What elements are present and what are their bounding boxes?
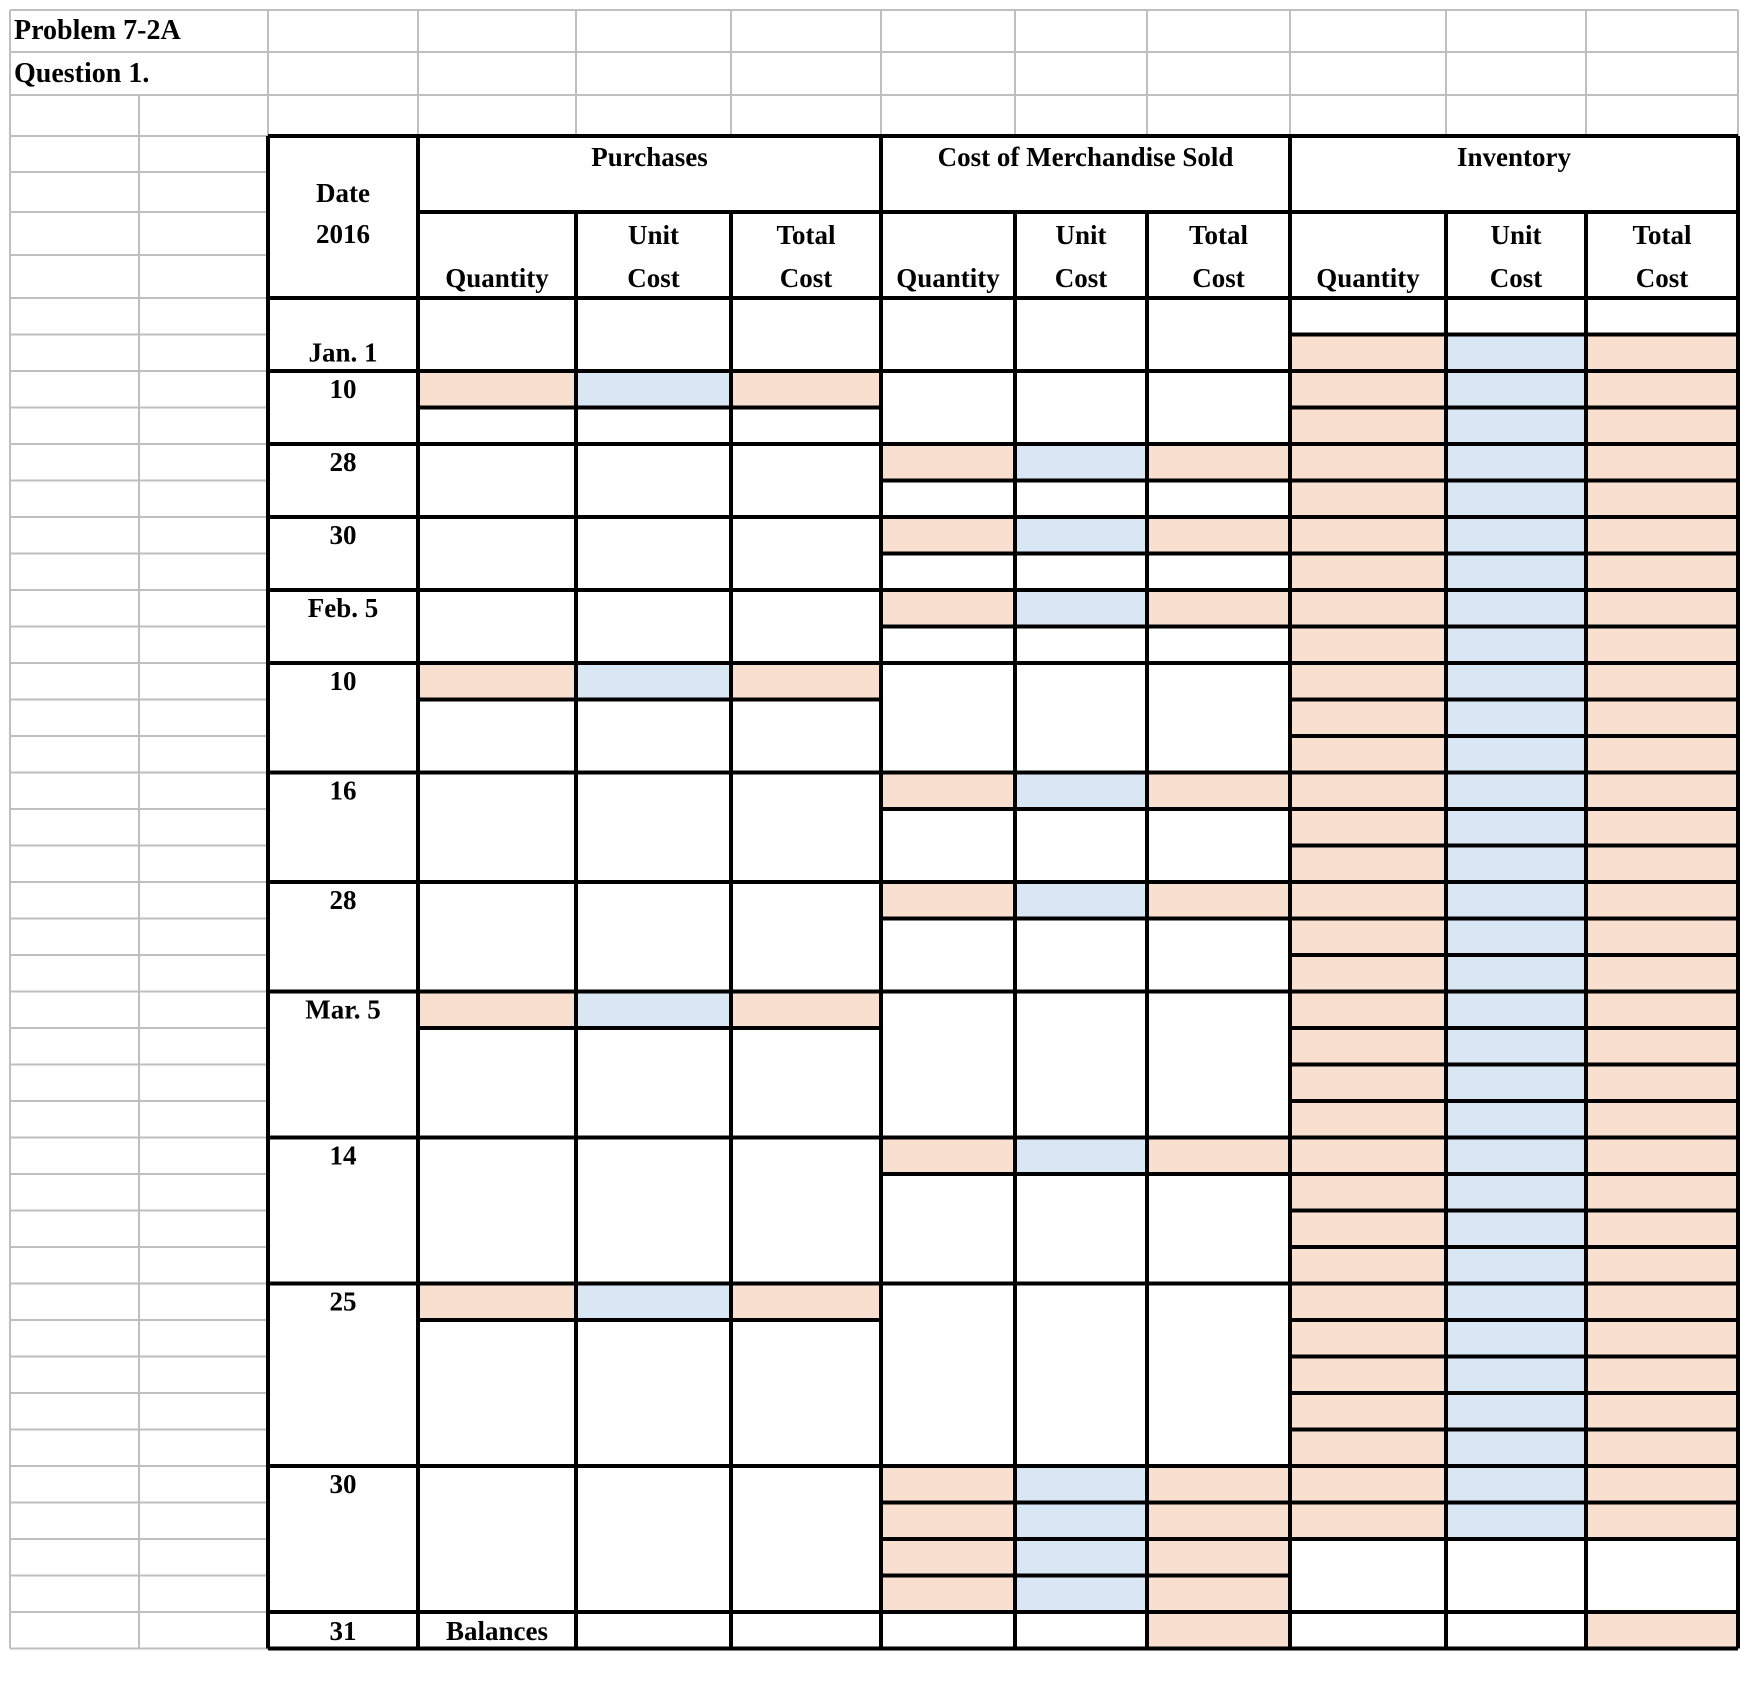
unit-header: Unit	[1490, 220, 1542, 250]
cms-quantity-cell[interactable]	[881, 444, 1015, 481]
cms-total-cost-cell[interactable]	[1147, 1138, 1290, 1175]
date-label: 16	[329, 775, 357, 806]
cms-quantity-cell[interactable]	[881, 773, 1015, 810]
inventory-unit-cost-cell[interactable]	[1446, 1284, 1586, 1467]
quantity-header: Quantity	[1316, 263, 1420, 293]
cms-header: Cost of Merchandise Sold	[937, 142, 1234, 172]
date-label: 10	[329, 374, 357, 404]
cms-total-cost-cell[interactable]	[1147, 517, 1290, 554]
quantity-header: Quantity	[445, 263, 549, 293]
inventory-quantity-cell[interactable]	[1290, 882, 1446, 992]
year-header: 2016	[316, 219, 370, 249]
inventory-quantity-cell[interactable]	[1290, 773, 1446, 883]
inventory-total-cost-cell[interactable]	[1586, 663, 1738, 773]
cost-header: Cost	[1054, 263, 1108, 293]
purchase-total-cost-cell[interactable]	[731, 992, 881, 1029]
total-header: Total	[1188, 220, 1249, 250]
cms-quantity-cell[interactable]	[881, 882, 1015, 919]
total-header: Total	[776, 220, 836, 250]
inventory-unit-cost-cell[interactable]	[1446, 773, 1586, 883]
inventory-total-cost-cell[interactable]	[1586, 1284, 1738, 1467]
inventory-total-cost-cell[interactable]	[1586, 773, 1738, 883]
cms-total-cost-cell[interactable]	[1147, 590, 1290, 627]
purchases-header: Purchases	[591, 142, 708, 172]
date-label: 28	[329, 885, 357, 915]
purchase-total-cost-cell[interactable]	[731, 371, 881, 408]
inventory-header: Inventory	[1457, 142, 1571, 172]
purchase-quantity-cell[interactable]	[418, 663, 576, 700]
purchase-quantity-cell[interactable]	[418, 1284, 576, 1321]
date-label: 30	[329, 520, 357, 550]
inventory-unit-cost-cell[interactable]	[1446, 882, 1586, 992]
purchase-quantity-cell[interactable]	[418, 992, 576, 1029]
balance-inventory-total-cost-cell[interactable]	[1586, 1612, 1738, 1649]
sheet-title: Problem 7-2A	[14, 15, 181, 46]
inventory-quantity-cell[interactable]	[1290, 335, 1446, 372]
cms-total-cost-cell[interactable]	[1147, 773, 1290, 810]
cms-unit-cost-cell[interactable]	[1015, 517, 1147, 554]
balances-label: Balances	[445, 1616, 549, 1646]
date-label: 10	[329, 666, 357, 696]
cms-total-cost-cell[interactable]	[1147, 444, 1290, 481]
cms-quantity-cell[interactable]	[881, 517, 1015, 554]
inventory-unit-cost-cell[interactable]	[1446, 335, 1586, 372]
date-label: 30	[329, 1469, 357, 1499]
cms-unit-cost-cell[interactable]	[1015, 444, 1147, 481]
purchase-unit-cost-cell[interactable]	[576, 663, 731, 700]
inventory-quantity-cell[interactable]	[1290, 1284, 1446, 1467]
inventory-unit-cost-cell[interactable]	[1446, 663, 1586, 773]
total-header: Total	[1632, 220, 1692, 250]
inventory-quantity-cell[interactable]	[1290, 663, 1446, 773]
date-label: 25	[329, 1286, 357, 1317]
cost-header: Cost	[627, 263, 680, 293]
cost-header: Cost	[1192, 263, 1245, 293]
purchase-unit-cost-cell[interactable]	[576, 371, 731, 408]
unit-header: Unit	[627, 220, 680, 250]
cms-unit-cost-cell[interactable]	[1015, 590, 1147, 627]
date-label: Jan. 1	[308, 337, 378, 368]
purchase-unit-cost-cell[interactable]	[576, 1284, 731, 1321]
date-header: Date	[316, 178, 370, 208]
date-label: Mar. 5	[305, 994, 381, 1025]
inventory-total-cost-cell[interactable]	[1586, 882, 1738, 992]
date-label: 28	[329, 447, 357, 477]
cms-quantity-cell[interactable]	[881, 1138, 1015, 1175]
column-headers	[316, 142, 1692, 293]
cms-unit-cost-cell[interactable]	[1015, 882, 1147, 919]
balance-date-label: 31	[329, 1616, 357, 1646]
date-label: 14	[329, 1140, 357, 1171]
cost-header: Cost	[779, 263, 833, 293]
cost-header: Cost	[1489, 263, 1543, 293]
date-label: Feb. 5	[307, 593, 379, 623]
purchase-quantity-cell[interactable]	[418, 371, 576, 408]
cms-unit-cost-cell[interactable]	[1015, 1138, 1147, 1175]
cms-quantity-cell[interactable]	[881, 590, 1015, 627]
cost-header: Cost	[1635, 263, 1689, 293]
purchase-total-cost-cell[interactable]	[731, 1284, 881, 1321]
balance-cms-total-cost-cell[interactable]	[1147, 1612, 1290, 1649]
purchase-total-cost-cell[interactable]	[731, 663, 881, 700]
cms-total-cost-cell[interactable]	[1147, 882, 1290, 919]
question-label: Question 1.	[14, 58, 150, 89]
inventory-total-cost-cell[interactable]	[1586, 335, 1738, 372]
unit-header: Unit	[1055, 220, 1107, 250]
cms-unit-cost-cell[interactable]	[1015, 773, 1147, 810]
purchase-unit-cost-cell[interactable]	[576, 992, 731, 1029]
quantity-header: Quantity	[896, 263, 1000, 293]
